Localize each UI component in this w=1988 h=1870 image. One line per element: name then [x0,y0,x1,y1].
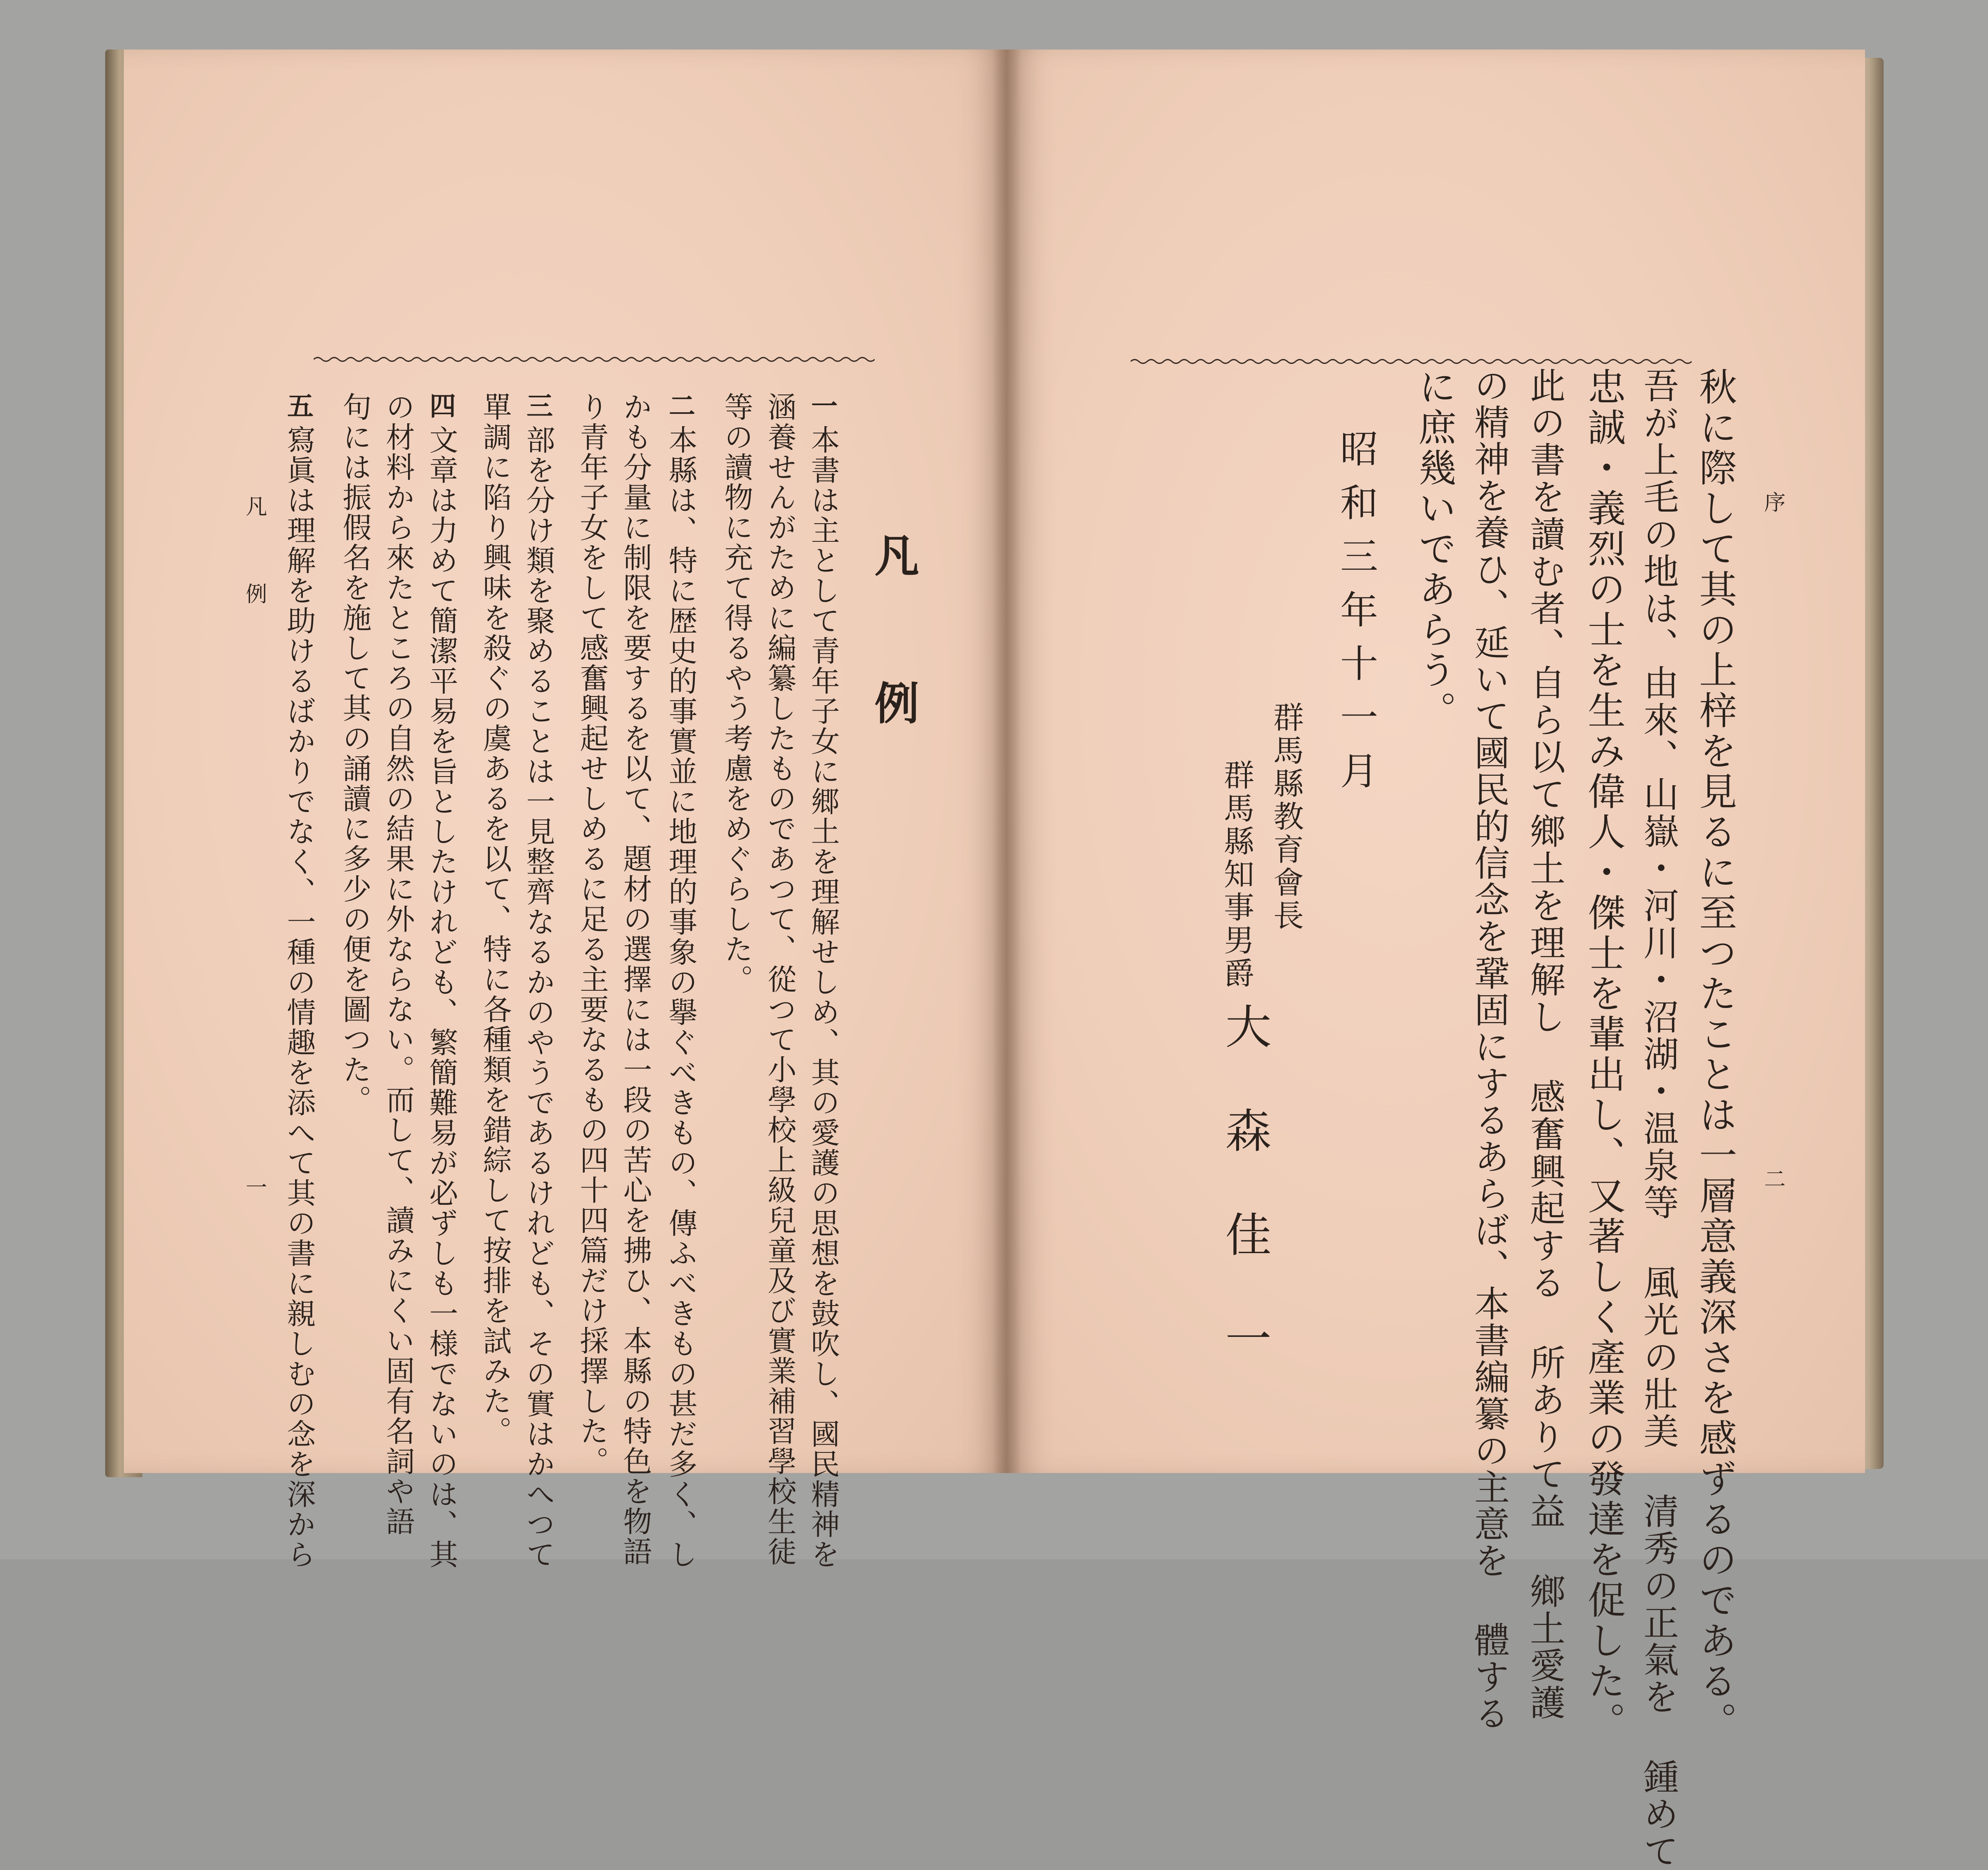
signature-title-1: 群馬縣教育會長 [1268,701,1304,933]
item-1-line-2: 涵養せんがために編纂したものであつて、從つて小學校上級兒童及び實業補習學校生徒 [763,392,797,1567]
item-1-line-3: 等の讀物に充て得るやう考慮をめぐらした。 [720,392,753,994]
item-2-line-2: かも分量に制限を要するを以て、題材の選擇には一段の苦心を拂ひ、本縣の特色を物語 [619,392,652,1567]
left-folio: 一 [242,1176,267,1197]
item-4-line-2: の材料から來たところの自然の結果に外ならない。而して、讀みにくい固有名詞や語 [381,392,415,1537]
book-gutter [992,50,1021,1473]
right-running-head: 序 [1760,491,1785,512]
item-2-line-3: り青年子女をして感奮興起せしめるに足る主要なるもの四十四篇だけ採擇した。 [575,392,609,1476]
left-page-heading: 凡例 [867,532,919,828]
item-3-number: 三 [522,392,553,418]
item-3-line-2: 單調に陷り興味を殺ぐの虞あるを以て、特に各種類を錯綜して按排を試みた。 [478,392,512,1446]
item-2-line-1: 本縣は、特に歴史的事實並に地理的事象の擧ぐべきもの、傳ふべきもの甚だ多く、し [664,425,698,1570]
preface-line-4: 此の書を讀む者、自ら以て鄉土を理解し 感奮興起する 所ありて益 鄉土愛護 [1524,367,1565,1721]
preface-line-2: 吾が上毛の地は、由來、山嶽・河川・沼湖・温泉等 風光の壯美 清秀の正氣を 鍾めて [1637,367,1679,1870]
preface-line-5: の精神を養ひ、延いて國民的信念を鞏固にするあらば、本書編纂の主意を 體する [1468,367,1509,1732]
item-5-line-1: 寫眞は理解を助けるばかりでなく、一種の情趣を添へて其の書に親しむの念を深から [282,425,316,1570]
signature-name: 大森佳一 [1218,1003,1271,1419]
item-1-line-1: 本書は主として青年子女に郷土を理解せしめ、其の愛護の思想を鼓吹し、國民精神を [806,425,840,1570]
left-running-head: 凡例 [242,495,267,670]
item-2-number: 二 [664,392,695,418]
preface-line-6: に庶幾いであらう。 [1412,367,1457,731]
preface-line-3: 忠誠・義烈の士を生み偉人・傑士を輩出し、又著しく產業の發達を促した。 [1582,367,1626,1742]
left-page-wavy-rule [314,355,875,364]
signature-title-2: 群馬縣知事男爵 [1219,759,1254,990]
item-4-line-3: 句には振假名を施して其の誦讀に多少の便を圖つた。 [338,392,372,1115]
preface-date: 昭和三年十一月 [1334,429,1378,805]
item-4-number: 四 [425,392,456,418]
preface-line-1: 秋に際して其の上梓を見るに至つたことは一層意義深さを感ずるのである。 [1693,367,1737,1742]
item-3-line-1: 部を分け類を聚めることは一見整齊なるかのやうであるけれども、その實はかへつて [522,425,555,1570]
right-folio: 二 [1760,1168,1785,1189]
item-4-line-1: 文章は力めて簡潔平易を旨としたけれども、繁簡難易が必ずしも一様でないのは、其 [425,425,458,1570]
item-1-number: 一 [807,392,838,418]
right-page-wavy-rule [1131,357,1692,366]
item-5-number: 五 [283,392,314,418]
